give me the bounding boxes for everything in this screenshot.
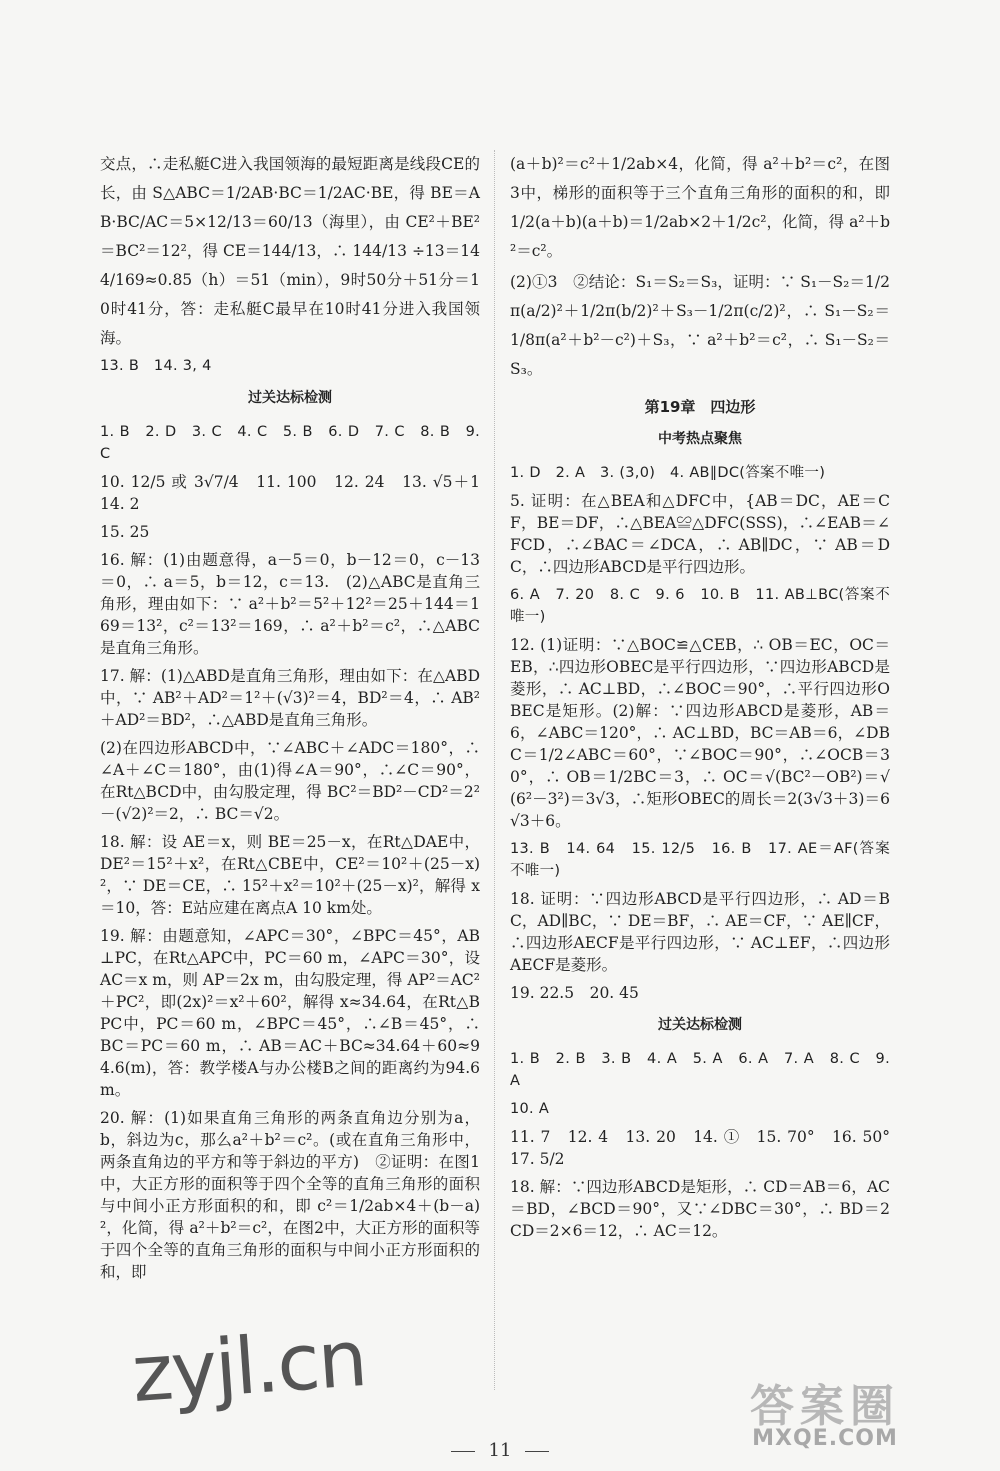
answer-paragraph: 17. 解：(1)△ABD是直角三角形，理由如下：在△ABD中，∵ AB²＋AD²＝1²＋(√3)²＝4，BD²＝4，∴ AB²＋AD²＝BD²，∴△ABD是直角三角形。: [100, 667, 480, 729]
answer-paragraph: (2)①3 ②结论：S₁＝S₂＝S₃，证明：∵ S₁－S₂＝1/2π(a/2)²＋1/2π(b/2)²＋S₃－1/2π(c/2)²，∴ S₁－S₂＝1/8π(a²＋b²－c²)＋S₃，∵ a²＋b²＝c²，∴ S₁－S₂＝S₃。: [510, 273, 890, 378]
watermark-zyjl: zyjl.cn: [129, 1313, 369, 1421]
chapter-heading: 第19章 四边形: [644, 398, 756, 416]
answer-paragraph: 1. B 2. B 3. B 4. A 5. A 6. A 7. A 8. C 9. A: [510, 1051, 890, 1089]
answer-paragraph: 18. 解：设 AE＝x，则 BE＝25－x，在Rt△DAE中，DE²＝15²＋x²，在Rt△CBE中，CE²＝10²＋(25－x)²，∵ DE＝CE，∴ 15²＋x²＝10²＋(25－x)²，解得 x＝10，答：E站应建在离点A 10 km处。: [100, 833, 480, 917]
right-column: [510, 150, 906, 1248]
column-divider: [494, 150, 495, 1390]
watermark-mxqe-bottom: MXQE.COM: [752, 1426, 898, 1451]
answer-paragraph: 12. (1)证明：∵△BOC≌△CEB，∴ OB＝EC，OC＝EB，∴四边形OBEC是平行四边形，∵四边形ABCD是菱形，∴ AC⊥BD，∴∠BOC＝90°，∴平行四边形OBEC是矩形。(2)解：∵四边形ABCD是菱形，AB＝6，∠ABC＝120°，∴ AC⊥BD，BC＝AB＝6，∠DBC＝1/2∠ABC＝60°，∵∠BOC＝90°，∴∠OCB＝30°，∴ OB＝1/2BC＝3，∴ OC＝√(BC²－OB²)＝√(6²－3²)＝3√3，∴矩形OBEC的周长＝2(3√3＋3)＝6√3＋6。: [510, 636, 890, 830]
answer-paragraph: 10. A: [510, 1101, 550, 1117]
answer-paragraph: 19. 解：由题意知，∠APC＝30°，∠BPC＝45°，AB⊥PC，在Rt△APC中，PC＝60 m，∠APC＝30°，设 AC＝x m，则 AP＝2x m，由勾股定理，得 AP²＝AC²＋PC²，即(2x)²＝x²＋60²，解得 x≈34.64，在Rt△BPC中，PC＝60 m，∠BPC＝45°，∴∠B＝45°，∴ BC＝PC＝60 m，∴ AB＝AC＋BC≈34.64＋60≈94.6(m)，答：教学楼A与办公楼B之间的距离约为94.6 m。: [100, 927, 480, 1099]
answer-paragraph: 13. B 14. 3, 4: [100, 358, 212, 374]
section-heading: 中考热点聚焦: [658, 431, 742, 447]
section-heading: 过关达标检测: [658, 1017, 742, 1033]
section-heading: 过关达标检测: [248, 390, 332, 406]
answer-paragraph: 19. 22.5 20. 45: [510, 984, 639, 1002]
left-column: [100, 150, 496, 1289]
answer-paragraph: (2)在四边形ABCD中，∵∠ABC＋∠ADC＝180°，∴∠A＋∠C＝180°，由(1)得∠A＝90°，∴∠C＝90°，在Rt△BCD中，由勾股定理，得 BC²＝BD²－CD²＝2²－(√2)²＝2，∴ BC＝√2。: [100, 739, 480, 823]
answer-paragraph: 10. 12/5 或 3√7/4 11. 100 12. 24 13. √5＋1 14. 2: [100, 473, 496, 513]
page-number: 11: [0, 1440, 1000, 1461]
answer-paragraph: (a＋b)²＝c²＋1/2ab×4，化简，得 a²＋b²＝c²，在图3中，梯形的面积等于三个直角三角形的面积的和，即 1/2(a＋b)(a＋b)＝1/2ab×2＋1/2c²，化简，得 a²＋b²＝c²。: [510, 155, 890, 260]
answer-paragraph: 5. 证明：在△BEA和△DFC中，{AB＝DC，AE＝CF，BE＝DF，∴△BEA≌△DFC(SSS)，∴∠EAB＝∠FCD，∴∠BAC＝∠DCA，∴ AB∥DC，∵ AB＝DC，∴四边形ABCD是平行四边形。: [510, 492, 890, 576]
answer-paragraph: 1. D 2. A 3. (3,0) 4. AB∥DC(答案不唯一): [510, 465, 826, 481]
answer-paragraph: 18. 解：∵四边形ABCD是矩形，∴ CD＝AB＝6，AC＝BD，∠BCD＝90°，又∵∠DBC＝30°，∴ BD＝2CD＝2×6＝12，∴ AC＝12。: [510, 1178, 890, 1240]
answer-paragraph: 13. B 14. 64 15. 12/5 16. B 17. AE＝AF(答案不唯一): [510, 841, 890, 879]
answer-paragraph: 16. 解：(1)由题意得，a－5＝0，b－12＝0，c－13＝0，∴ a＝5，b＝12，c＝13. (2)△ABC是直角三角形，理由如下：∵ a²＋b²＝5²＋12²＝25＋144＝169＝13²，c²＝13²＝169，∴ a²＋b²＝c²，∴△ABC是直角三角形。: [100, 551, 480, 657]
answer-paragraph: 18. 证明：∵四边形ABCD是平行四边形，∴ AD＝BC，AD∥BC，∵ DE＝BF，∴ AE＝CF，∵ AE∥CF，∴四边形AECF是平行四边形，∵ AC⊥EF，∴四边形AECF是菱形。: [510, 890, 890, 974]
answer-paragraph: 6. A 7. 20 8. C 9. 6 10. B 11. AB⊥BC(答案不唯一): [510, 587, 890, 625]
answer-paragraph: 20. 解：(1)如果直角三角形的两条直角边分别为a，b，斜边为c，那么a²＋b²＝c²。(或在直角三角形中，两条直角边的平方和等于斜边的平方) ②证明：在图1中，大正方形的面积等于四个全等的直角三角形的面积与中间小正方形面积的和，即 c²＝1/2ab×4＋(b－a)²，化简，得 a²＋b²＝c²，在图2中，大正方形的面积等于四个全等的直角三角形的面积与中间小正方形面积的和，即: [100, 1109, 480, 1281]
answer-paragraph: 交点，∴走私艇C进入我国领海的最短距离是线段CE的长，由 S△ABC＝1/2AB·BC＝1/2AC·BE，得 BE＝AB·BC/AC＝5×12/13＝60/13（海里），由 CE²＋BE²＝BC²＝12²，得 CE＝144/13，∴ 144/13 ÷13＝144/169≈0.85（h）＝51（min），9时50分＋51分＝10时41分，答：走私艇C最早在10时41分进入我国领海。: [100, 155, 480, 347]
answer-paragraph: 15. 25: [100, 523, 150, 541]
answer-paragraph: 1. B 2. D 3. C 4. C 5. B 6. D 7. C 8. B 9. C: [100, 424, 480, 462]
watermark-mxqe: [750, 1370, 900, 1451]
watermark-mxqe-top: 答案圈: [750, 1381, 900, 1432]
answer-paragraph: 11. 7 12. 4 13. 20 14. ① 15. 70° 16. 50° 17. 5/2: [510, 1128, 906, 1168]
